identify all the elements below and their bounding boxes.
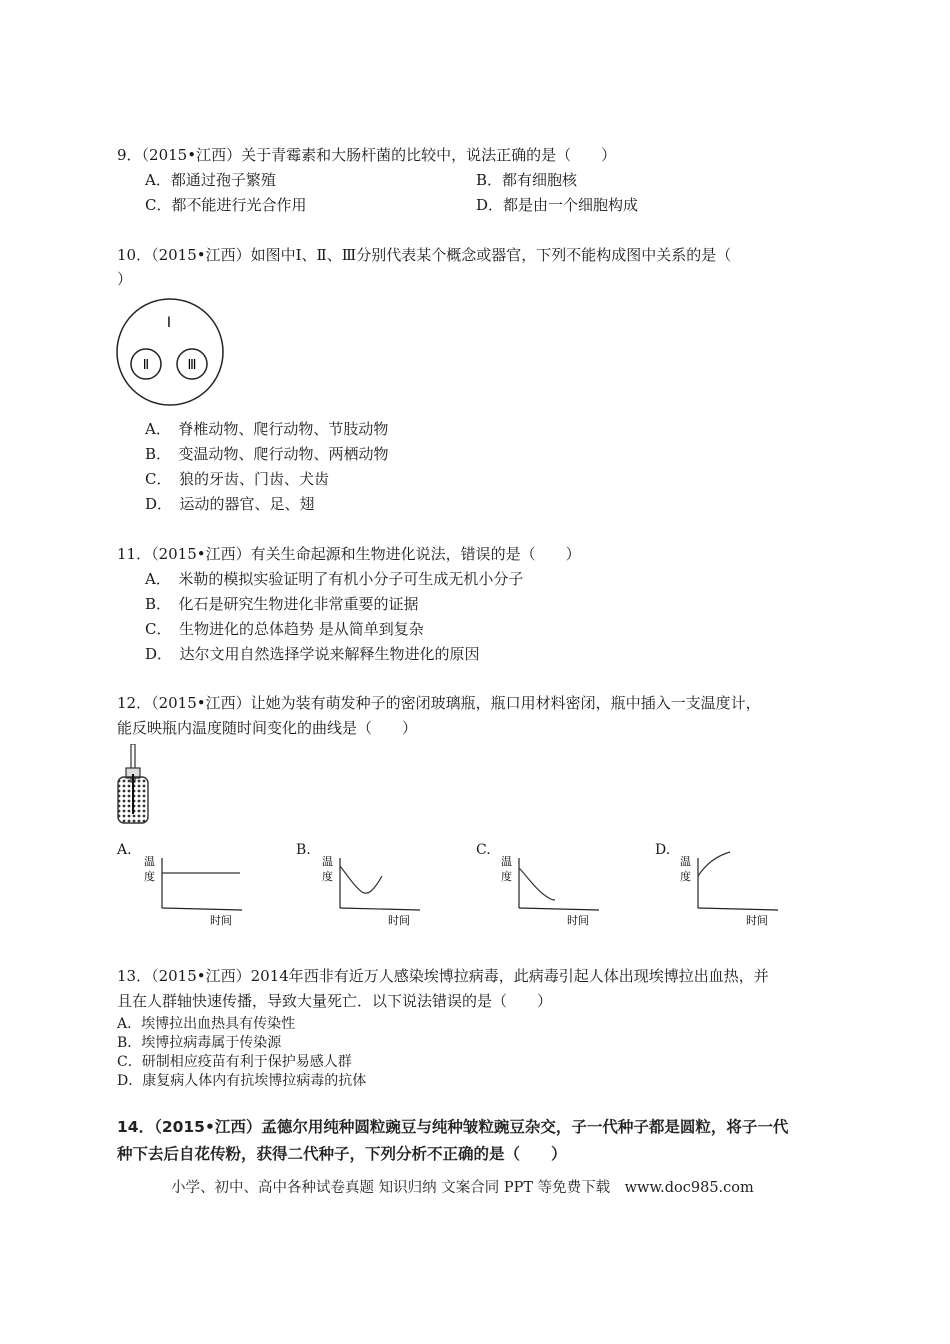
q10-option-d: D． 运动的器官、足、翅 [145,495,315,513]
q10-option-c: C． 狼的牙齿、门齿、犬齿 [145,470,329,488]
q12-graph-c-letter: C. [476,842,491,858]
graph-d-xlabel: 时间 [746,914,768,927]
q9-stem: 9．（2015•江西）关于青霉素和大肠杆菌的比较中，说法正确的是（ ） [117,146,617,164]
q13-option-d: D．康复病人体内有抗埃博拉病毒的抗体 [117,1073,367,1089]
q11-option-a: A． 米勒的模拟实验证明了有机小分子可生成无机小分子 [145,570,524,588]
q9-option-b: B．都有细胞核 [476,171,578,189]
q9-option-d: D．都是由一个细胞构成 [476,196,639,214]
outer-circle-label: Ⅰ [166,315,172,331]
q12-stem-line2: 能反映瓶内温度随时间变化的曲线是（ ） [117,719,418,737]
q11-option-d: D． 达尔文用自然选择学说来解释生物进化的原因 [145,645,480,663]
graph-a-ylabel-1: 温 [144,855,155,868]
graph-c-ylabel-1: 温 [501,855,512,868]
q9-option-a: A．都通过孢子繁殖 [145,171,276,189]
graph-c-ylabel-2: 度 [501,870,512,883]
graph-b-xlabel: 时间 [388,914,410,927]
q12-graph-c [497,850,607,932]
q13-option-b: B．埃博拉病毒属于传染源 [117,1035,282,1051]
q14-stem-line1: 14．（2015•江西）孟德尔用纯种圆粒豌豆与纯种皱粒豌豆杂交，子一代种子都是圆粒，将子一代 [117,1118,789,1136]
q12-graph-d [676,850,786,932]
q12-stem-line1: 12．（2015•江西）让她为装有萌发种子的密闭玻璃瓶，瓶口用材料密闭，瓶中插入一支温度计， [117,694,761,712]
q10-option-b: B． 变温动物、爬行动物、两栖动物 [145,445,389,463]
q11-option-b: B． 化石是研究生物进化非常重要的证据 [145,595,419,613]
q11-stem: 11．（2015•江西）有关生命起源和生物进化说法，错误的是（ ） [117,545,581,563]
graph-b-ylabel-1: 温 [322,855,333,868]
graph-a-ylabel-2: 度 [144,870,155,883]
q13-stem-line1: 13．（2015•江西）2014年西非有近万人感染埃博拉病毒，此病毒引起人体出现埃博拉出血热，并 [117,967,769,985]
jar-thermometer-illustration [112,744,156,826]
q14-stem-line2: 种下去后自花传粉，获得二代种子，下列分析不正确的是（ ） [117,1145,567,1163]
q12-graph-b [318,850,428,932]
q12-graph-d-letter: D. [655,842,671,858]
q11-option-c: C． 生物进化的总体趋势 是从简单到复杂 [145,620,424,638]
q13-option-c: C．研制相应疫苗有利于保护易感人群 [117,1054,352,1070]
q12-graph-a-letter: A. [117,842,132,858]
graph-a-xlabel: 时间 [210,914,232,927]
q9-option-c: C．都不能进行光合作用 [145,196,307,214]
q12-graph-b-letter: B. [296,842,311,858]
q13-option-a: A．埃博拉出血热具有传染性 [117,1016,296,1032]
right-circle-label: Ⅲ [187,358,197,373]
q10-option-a: A． 脊椎动物、爬行动物、节肢动物 [145,420,389,438]
q10-stem-line1: 10．（2015•江西）如图中Ⅰ、Ⅱ、Ⅲ分别代表某个概念或器官，下列不能构成图中关系的是（ [117,246,732,264]
graph-c-xlabel: 时间 [567,914,589,927]
q10-stem-line2: ） [117,270,133,288]
graph-d-ylabel-2: 度 [680,870,691,883]
left-circle-label: Ⅱ [142,358,150,373]
venn-diagram [112,294,228,410]
graph-d-ylabel-1: 温 [680,855,691,868]
page-footer: 小学、初中、高中各种试卷真题 知识归纳 文案合同 PPT 等免费下载 www.doc985.com [171,1180,754,1196]
q13-stem-line2: 且在人群轴快速传播，导致大量死亡．以下说法错误的是（ ） [117,992,553,1010]
q12-graph-a [140,850,250,932]
graph-b-ylabel-2: 度 [322,870,333,883]
